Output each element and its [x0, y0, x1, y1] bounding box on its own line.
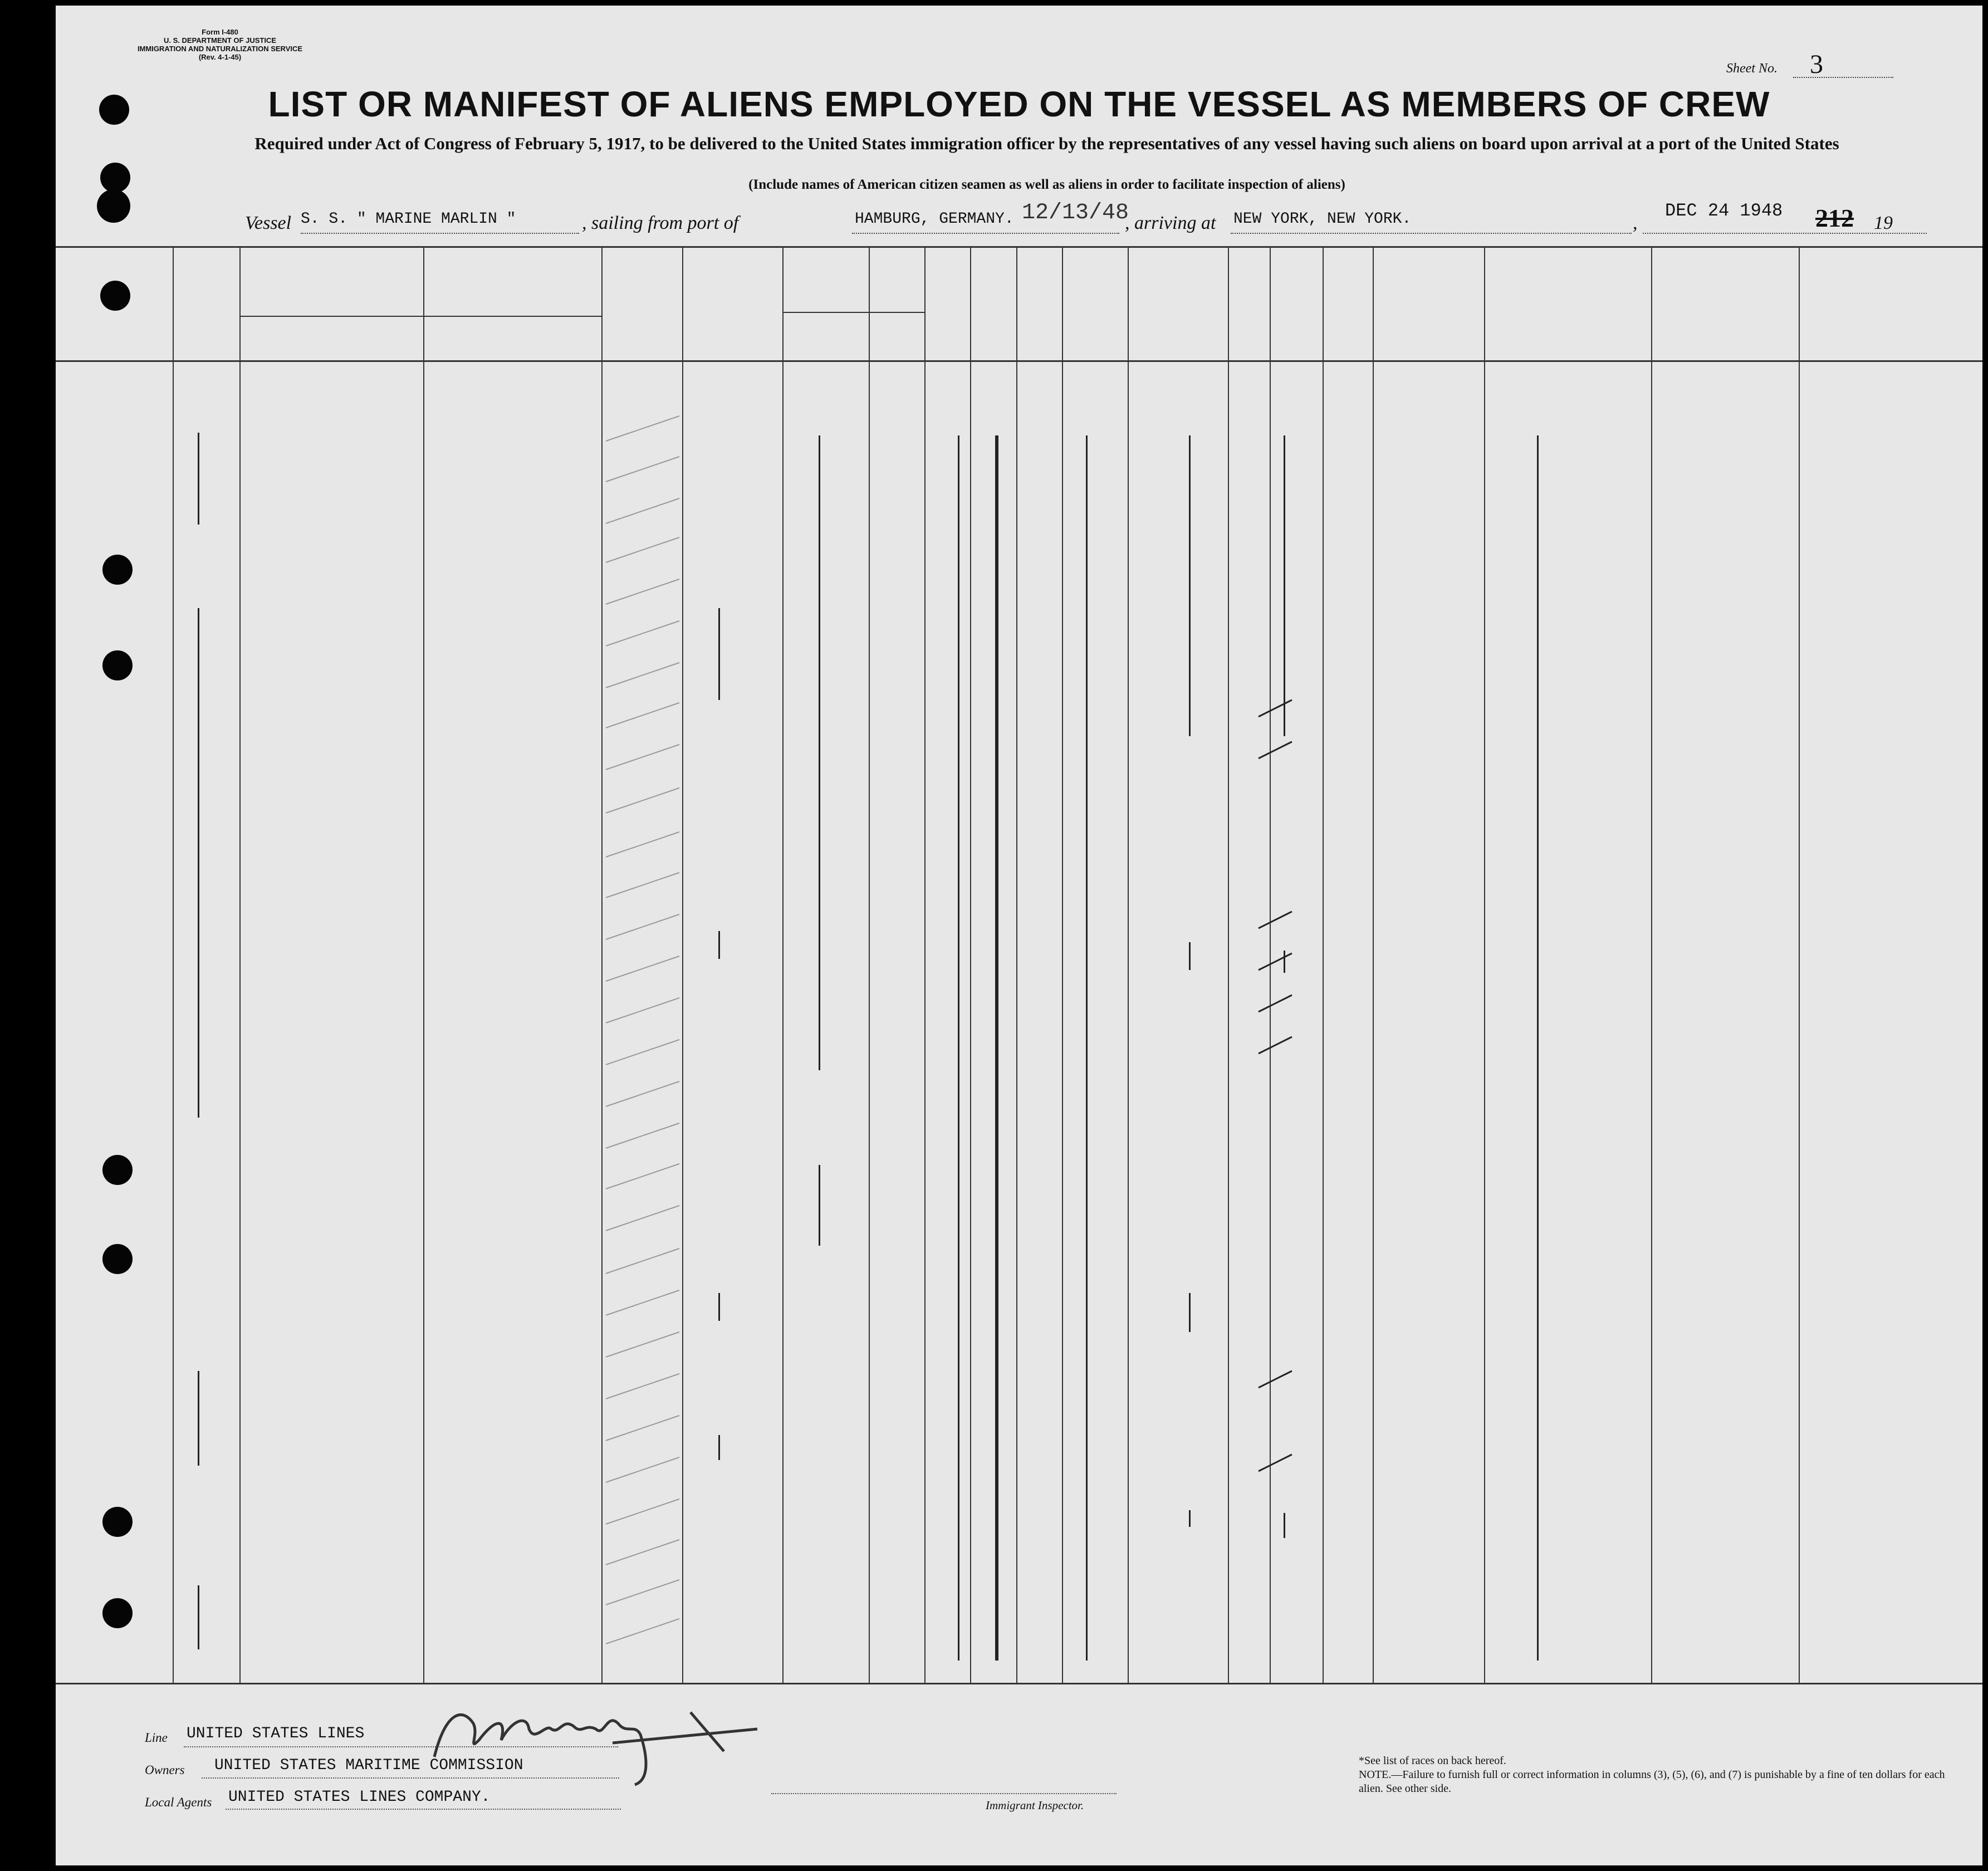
port-from-line [852, 233, 1119, 234]
pencil-stroke [606, 1374, 679, 1399]
pencil-stroke [606, 788, 679, 813]
page-subnote: (Include names of American citizen seamen as well as aliens in order to facilitate inspection of aliens) [748, 177, 1345, 192]
check-mark [1259, 742, 1292, 758]
table-row [56, 576, 1982, 599]
arriving-label: , arriving at [1125, 213, 1216, 233]
ditto-line [958, 435, 959, 1661]
pencil-stroke [606, 832, 679, 857]
pencil-stroke [606, 498, 679, 523]
pencil-stroke [606, 1290, 679, 1315]
table-row [56, 618, 1982, 640]
table-row [56, 413, 1982, 435]
form-number: Form I-480 [202, 28, 238, 36]
pencil-stroke [606, 745, 679, 770]
ditto-line [1189, 942, 1191, 970]
sheet-number-line [1793, 77, 1893, 78]
port-from: HAMBURG, GERMANY. [855, 210, 1014, 228]
table-bottom-rule [56, 1683, 1982, 1684]
agents-value: UNITED STATES LINES COMPANY. [228, 1789, 491, 1806]
footnotes [1359, 1754, 1971, 1796]
pencil-stroke [606, 1457, 679, 1482]
pencil-stroke [606, 703, 679, 728]
ditto-line [198, 608, 199, 1118]
form-identifier [136, 28, 303, 61]
sheet-number: 3 [1810, 50, 1823, 79]
check-mark [1259, 700, 1292, 717]
ditto-line [198, 433, 199, 525]
ditto-line [1086, 435, 1088, 1661]
check-mark [1259, 1371, 1292, 1388]
pencil-stroke [606, 1248, 679, 1274]
punch-hole [100, 163, 130, 193]
table-row [56, 1161, 1982, 1183]
pencil-stroke [606, 416, 679, 441]
department-name: U. S. DEPARTMENT OF JUSTICE [164, 36, 276, 45]
table-row [56, 1246, 1982, 1268]
table-top-rule [56, 246, 1982, 248]
page-subtitle: Required under Act of Congress of February 5, 1917, to be delivered to the United States immigration officer by the representatives of any vessel having such aliens on board upon arrival at a port of the United States [254, 134, 1839, 153]
table-row [56, 1120, 1982, 1143]
line-value: UNITED STATES LINES [187, 1725, 365, 1742]
pencil-stroke [606, 1206, 679, 1231]
ditto-line [198, 1371, 199, 1466]
inspector-label: Immigrant Inspector. [986, 1799, 1084, 1812]
ditto-line [819, 1165, 820, 1246]
manifest-sheet [56, 6, 1982, 1865]
check-mark [1259, 953, 1292, 970]
punch-hole [97, 189, 130, 223]
line-label: Line [145, 1731, 168, 1745]
pencil-stroke [606, 1164, 679, 1189]
ditto-line [819, 435, 820, 1070]
form-revision: (Rev. 4-1-45) [198, 53, 242, 61]
crew-manifest-table [56, 246, 1982, 1688]
sheet-label: Sheet No. [1726, 61, 1778, 76]
page-title: LIST OR MANIFEST OF ALIENS EMPLOYED ON THE VESSEL AS MEMBERS OF CREW [268, 84, 1770, 124]
inspector-line [771, 1793, 1117, 1794]
ditto-line [718, 1435, 720, 1460]
table-row [56, 1287, 1982, 1310]
ditto-line [1189, 1293, 1191, 1332]
table-row [56, 870, 1982, 892]
service-name: IMMIGRATION AND NATURALIZATION SERVICE [137, 45, 303, 53]
sheet-total-number: 212 [1815, 204, 1854, 232]
table-row [56, 785, 1982, 807]
owners-label: Owners [145, 1763, 185, 1777]
header-bottom-rule [56, 360, 1982, 362]
table-row [56, 912, 1982, 934]
check-mark [1259, 1037, 1292, 1054]
pencil-stroke [606, 1580, 679, 1605]
pencil-stroke [606, 621, 679, 646]
pencil-stroke [606, 1123, 679, 1148]
pencil-stroke [606, 663, 679, 688]
name-subheader-rule [239, 316, 601, 317]
table-row [56, 700, 1982, 722]
race-footnote: *See list of races on back hereof. [1359, 1755, 1506, 1767]
pencil-stroke [606, 579, 679, 604]
owners-value: UNITED STATES MARITIME COMMISSION [214, 1757, 523, 1774]
table-row [56, 660, 1982, 682]
pencil-stroke [606, 1332, 679, 1357]
ditto-line [1189, 435, 1191, 736]
ditto-line [718, 1293, 720, 1321]
ditto-line [718, 931, 720, 959]
pencil-stroke [606, 1081, 679, 1106]
table-row [56, 995, 1982, 1017]
table-row [56, 1203, 1982, 1225]
table-row [56, 1079, 1982, 1101]
check-mark [1259, 912, 1292, 928]
table-row [56, 953, 1982, 976]
penalty-note: NOTE.—Failure to furnish full or correct information in columns (3), (5), (6), and (7) is punishable by a fine of ten dollars for each alien. See other side. [1359, 1769, 1945, 1795]
vessel-name: S. S. " MARINE MARLIN " [301, 210, 516, 228]
table-row [56, 1616, 1982, 1638]
sailing-label: , sailing from port of [582, 213, 739, 233]
pencil-stroke [606, 1416, 679, 1441]
agents-label: Local Agents [145, 1795, 212, 1809]
port-to: NEW YORK, NEW YORK. [1233, 210, 1412, 228]
table-row [56, 535, 1982, 557]
ditto-line [198, 1585, 199, 1649]
table-row [56, 1413, 1982, 1435]
ditto-line [1537, 435, 1539, 1661]
handwritten-signature [412, 1690, 791, 1790]
table-row [56, 1329, 1982, 1351]
table-row [56, 1371, 1982, 1393]
pencil-stroke [606, 1499, 679, 1524]
port-to-line [1231, 233, 1632, 234]
table-row [56, 496, 1982, 518]
check-mark [1259, 995, 1292, 1012]
table-row [56, 1537, 1982, 1559]
pencil-stroke [606, 1540, 679, 1565]
table-row [56, 1037, 1982, 1059]
table-row [56, 829, 1982, 851]
pencil-stroke [606, 1040, 679, 1065]
pencil-stroke [606, 914, 679, 939]
pencil-stroke [606, 873, 679, 898]
service-pencil-strokes [601, 246, 685, 1694]
manifest-footer [56, 1693, 1982, 1860]
year-prefix: 19 [1874, 213, 1893, 233]
shipped-subheader-rule [782, 312, 924, 313]
sail-date-handwritten: 12/13/48 [1022, 200, 1129, 226]
vessel-name-line [301, 233, 579, 234]
pencil-stroke [606, 998, 679, 1023]
table-row [56, 454, 1982, 476]
table-row [56, 742, 1982, 764]
table-row [56, 1496, 1982, 1519]
height-check-marks [1253, 246, 1364, 1694]
check-mark [1259, 1454, 1292, 1471]
ditto-line [718, 608, 720, 700]
agents-underline [226, 1809, 621, 1810]
pencil-stroke [606, 956, 679, 981]
ditto-line [997, 435, 998, 1661]
ditto-line [1189, 1510, 1191, 1527]
arrival-date: DEC 24 1948 [1665, 200, 1783, 221]
vessel-label: Vessel [245, 213, 292, 233]
vessel-line: Vessel S. S. " MARINE MARLIN " , sailing from port of HAMBURG, GERMANY. 12/13/48 , arriving at NEW YORK, NEW YORK. , DEC 24 1948 19 [245, 213, 1916, 241]
table-row [56, 1577, 1982, 1599]
pencil-stroke [606, 1619, 679, 1644]
table-row [56, 1454, 1982, 1477]
pencil-stroke [606, 457, 679, 482]
pencil-stroke [606, 537, 679, 562]
